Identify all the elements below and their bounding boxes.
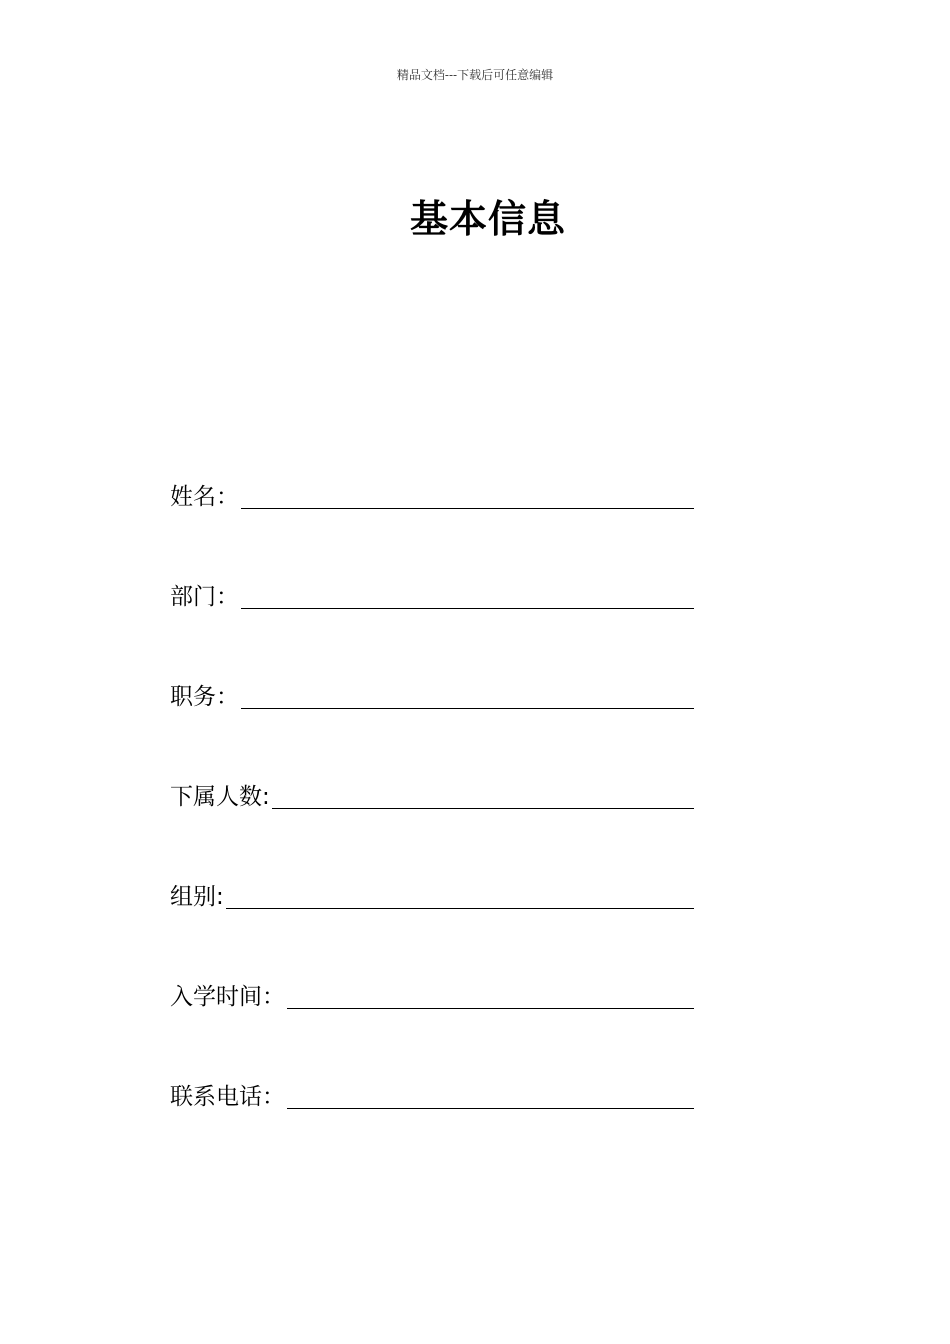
group-field[interactable] [226, 878, 694, 909]
enrollment-date-field[interactable] [287, 978, 694, 1009]
name-label: 姓名： [170, 484, 239, 510]
basic-info-form [170, 478, 694, 1178]
field-row-name [170, 478, 694, 512]
position-field[interactable] [241, 678, 694, 709]
group-label: 组别: [170, 884, 224, 910]
department-field[interactable] [241, 578, 694, 609]
phone-label: 联系电话： [170, 1084, 285, 1110]
field-row-department [170, 578, 694, 612]
field-row-enrollment-date [170, 978, 694, 1012]
department-label: 部门： [170, 584, 239, 610]
enrollment-date-label: 入学时间： [170, 984, 285, 1010]
field-row-subordinates [170, 778, 694, 812]
position-label: 职务： [170, 684, 239, 710]
field-row-phone [170, 1078, 694, 1112]
header-note: 精品文档---下载后可任意编辑 [396, 68, 554, 82]
field-row-group [170, 878, 694, 912]
subordinates-field[interactable] [272, 778, 694, 809]
field-row-position [170, 678, 694, 712]
page-title: 基本信息 [409, 197, 566, 241]
phone-field[interactable] [287, 1078, 694, 1109]
subordinates-label: 下属人数: [170, 784, 270, 810]
name-field[interactable] [241, 478, 694, 509]
